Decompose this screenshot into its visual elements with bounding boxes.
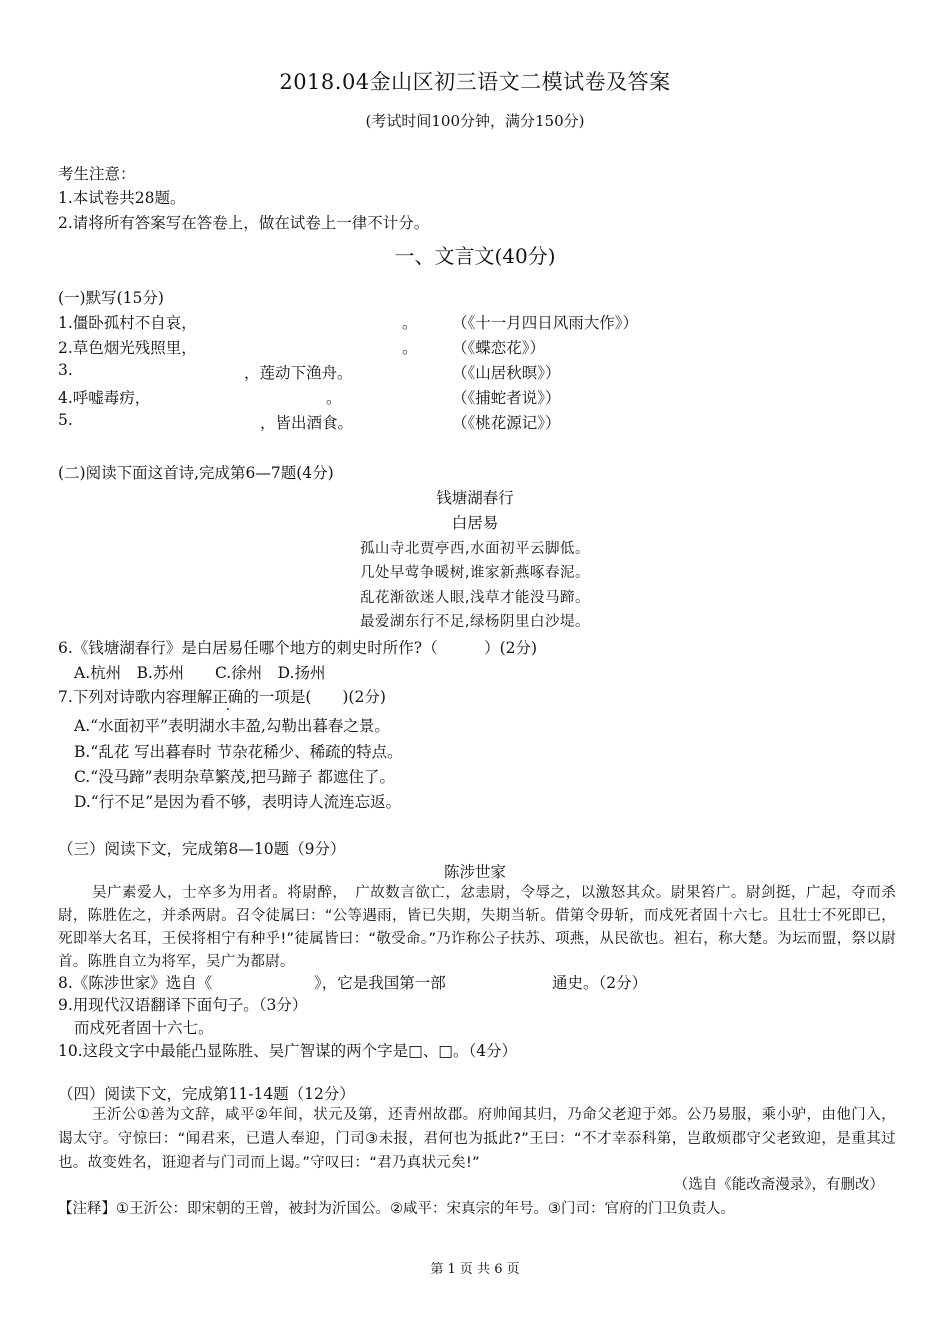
question-9: 9.用现代汉语翻译下面句子。（3分） [58, 996, 308, 1014]
recite-item-end: ，皆出酒食。 [260, 414, 354, 432]
question-6: 6.《钱塘湖春行》是白居易任哪个地方的刺史时所作?（ ）(2分) [58, 639, 538, 657]
poem-title: 钱塘湖春行 [436, 489, 514, 507]
recite-item-end: 。 [326, 389, 342, 407]
question-7-option: B.“乱花 写出暮春时 节杂花稀少、稀疏的特点。 [74, 743, 403, 761]
question-6-options: A.杭州 B.苏州 C.徐州 D.扬州 [74, 664, 326, 682]
question-7-prefix: 7.下列对诗歌内容理解 [58, 688, 213, 706]
question-8-part-b: 》，它是我国第一部 [314, 974, 446, 992]
recite-item-text: 4.呼嘘毒疠， [58, 389, 151, 407]
question-7 [58, 685, 386, 707]
question-9-sentence: 而戍死者固十六七。 [74, 1019, 214, 1037]
question-7-option: D.“行不足”是因为看不够，表明诗人流连忘返。 [74, 793, 402, 811]
part4-heading: （四）阅读下文，完成第11-14题（12分） [58, 1085, 355, 1103]
poem-line: 几处早莺争暖树,谁家新燕啄春泥。 [359, 565, 591, 581]
recite-item-end: 。 [402, 314, 418, 332]
question-8-part-a: 8.《陈涉世家》选自《 [58, 974, 213, 992]
passage-text: 吴广素爱人，士卒多为用者。将尉醉， 广故数言欲亡，忿恚尉，令辱之，以激怒其众。尉果笞广。尉剑挺，广起，夺而杀尉，陈胜佐之，并杀两尉。召令徒属曰：“公等遇雨，皆已失期，失期当斩。借第令毋斩，而戍死者固十六七。且壮士不死即已，死即举大名耳，王侯将相宁有种乎!”徒属皆曰：“敬受命。”乃诈称公子扶苏、项燕，从民欲也。袒右，称大楚。为坛而盟，祭以尉首。陈胜自立为将军，吴广为都尉。 [58, 885, 896, 970]
recite-item-source: （《桃花源记》） [452, 414, 561, 432]
notice-heading: 考生注意： [58, 165, 136, 183]
recite-item-source: （《捕蛇者说》） [452, 389, 561, 407]
page-title: 2018.04金山区初三语文二模试卷及答案 [279, 70, 671, 94]
poem-author: 白居易 [451, 514, 499, 532]
recite-item-end: ，莲动下渔舟。 [244, 364, 353, 382]
notice-item: 2.请将所有答案写在答卷上，做在试卷上一律不计分。 [58, 214, 430, 232]
recite-item-source: （《十一月四日风雨大作》） [452, 314, 639, 332]
question-10: 10.这段文字中最能凸显陈胜、吴广智谋的两个字是□、□。（4分） [58, 1042, 518, 1060]
recite-item-text: 1.僵卧孤村不自哀， [58, 314, 197, 332]
recite-item-end: 。 [402, 339, 418, 357]
section-title: 一、文言文(40分) [394, 244, 556, 268]
question-7-suffix: 的一项是( )(2分) [243, 688, 386, 706]
passage-title: 陈涉世家 [443, 863, 506, 881]
recite-item-source: （《山居秋暝》） [452, 364, 561, 382]
annotation-note: 【注释】①王沂公：即宋朝的王曾，被封为沂国公。②咸平：宋真宗的年号。③门司：官府的门卫负责人。 [58, 1201, 735, 1217]
poem-line: 孤山寺北贾亭西,水面初平云脚低。 [359, 541, 591, 557]
recite-item-source: （《蝶恋花》） [452, 339, 546, 357]
emphasis-text: 正确 [212, 688, 244, 706]
passage-text: 王沂公①善为文辞，咸平②年间，状元及第，还青州故郡。府帅闻其归，乃命父老迎于郊。公乃易服，乘小驴，由他门入，谒太守。守惊曰：“闻君来，已遣人奉迎，门司③未报，君何也为抵此?”王曰：“不才幸忝科第，岂敢烦郡守父老致迎，是重其过也。故变姓名，诳迎者与门司而上谒。”守叹曰：“君乃真状元矣!” [58, 1107, 896, 1171]
part2-heading: (二)阅读下面这首诗,完成第6—7题(4分) [58, 464, 334, 482]
page-footer: 第 1 页 共 6 页 [430, 1262, 520, 1277]
recite-item-text: 3. [58, 361, 73, 379]
recite-item-text: 2.草色烟光残照里， [58, 339, 197, 357]
poem-line: 最爱湖东行不足,绿杨阴里白沙堤。 [359, 614, 591, 630]
part3-heading: （三）阅读下文，完成第8—10题（9分） [58, 840, 346, 858]
part1-heading: (一)默写(15分) [58, 289, 164, 307]
passage-source: （选自《能改斋漫录》，有删改） [673, 1177, 884, 1193]
question-8-part-c: 通史。（2分） [552, 974, 648, 992]
question-7-option: A.“水面初平”表明湖水丰盈,勾勒出暮春之景。 [74, 717, 390, 735]
recite-item-text: 5. [58, 411, 73, 429]
exam-subtitle: (考试时间100分钟，满分150分) [365, 112, 585, 130]
question-7-option: C.“没马蹄”表明杂草繁茂,把马蹄子 都遮住了。 [74, 768, 395, 786]
poem-line: 乱花渐欲迷人眼,浅草才能没马蹄。 [359, 590, 591, 606]
notice-item: 1.本试卷共28题。 [58, 189, 186, 207]
